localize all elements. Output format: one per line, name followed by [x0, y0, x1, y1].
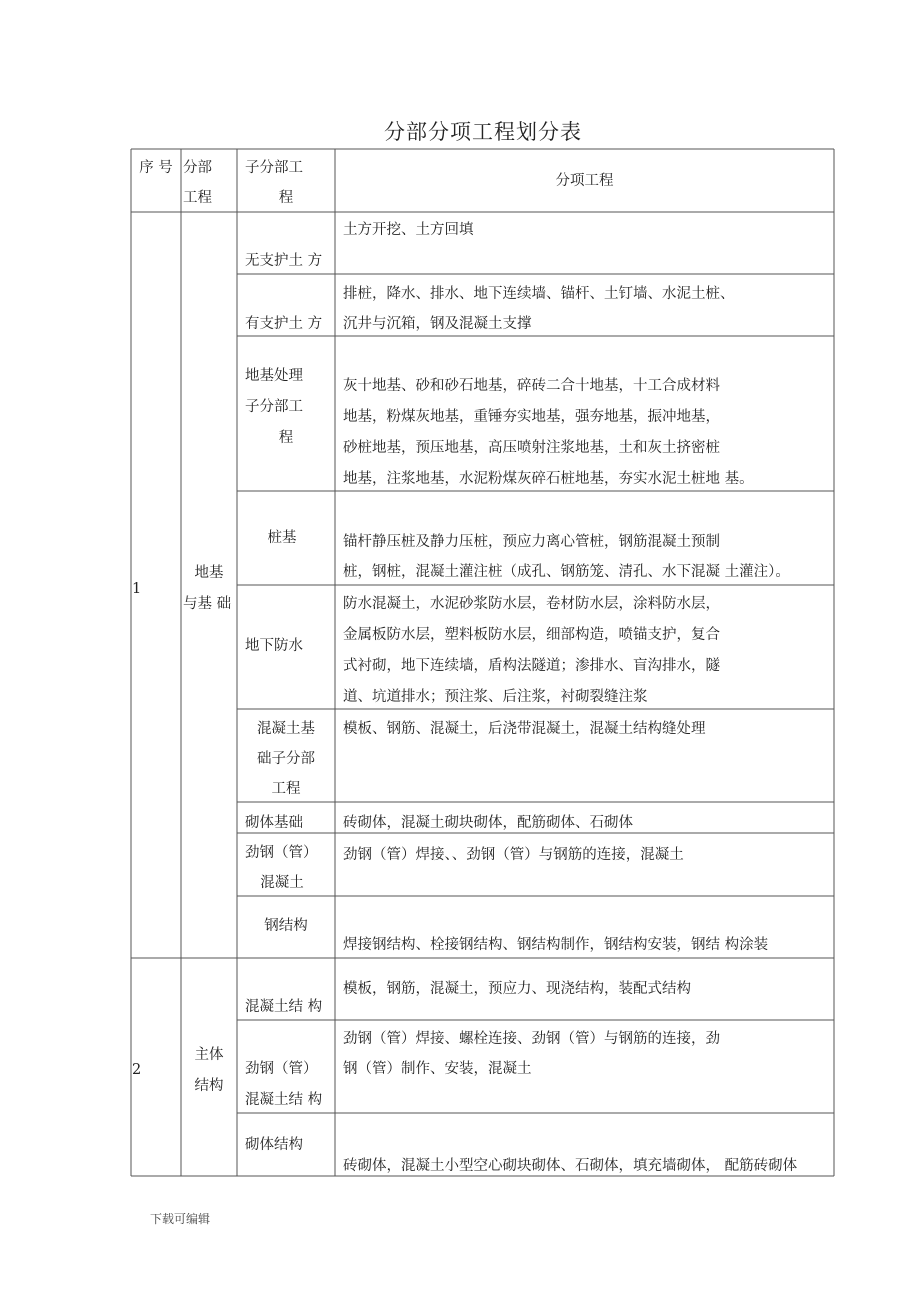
sub-division-cell: 础子分部 [257, 751, 315, 767]
header-subdivision-line2: 程 [278, 190, 294, 206]
sub-division-cell: 桩基 [267, 530, 297, 546]
item-cell: 灰十地基、砂和砂石地基，碎砖二合十地基，十工合成材料 [343, 378, 720, 394]
sub-division-cell: 砌体结构 [245, 1137, 303, 1153]
header-division-line1: 分部 [183, 160, 212, 176]
group-seq: 2 [132, 1062, 142, 1078]
sub-division-cell: 劲钢（管） [245, 845, 318, 861]
header-division-line2: 工程 [183, 190, 212, 206]
group-division-line2: 结构 [194, 1078, 224, 1094]
item-cell: 沉井与沉箱，钢及混凝土支撑 [343, 316, 532, 332]
sub-division-cell: 混凝土基 [257, 721, 315, 737]
sub-division-cell: 劲钢（管） [245, 1061, 318, 1077]
sub-division-cell: 混凝土 [260, 875, 304, 891]
header-item: 分项工程 [555, 173, 614, 189]
item-cell: 道、坑道排水；预注浆、后注浆，衬砌裂缝注浆 [343, 689, 648, 705]
sub-division-cell: 程 [278, 430, 294, 446]
sub-division-cell: 子分部工 [245, 399, 303, 415]
item-cell: 桩，钢桩，混凝土灌注桩（成孔、钢筋笼、清孔、水下混凝 土灌注）。 [343, 564, 790, 580]
sub-division-cell: 有支护土 方 [245, 316, 323, 332]
item-cell: 土方开挖、土方回填 [343, 222, 474, 238]
header-subdivision-line1: 子分部工 [245, 160, 303, 176]
item-cell: 模板，钢筋，混凝土，预应力、现浇结构，装配式结构 [343, 981, 691, 997]
group-division-line1: 地基 [194, 565, 224, 581]
item-cell: 砖砌体，混凝土砌块砌体，配筋砌体、石砌体 [343, 815, 633, 831]
sub-division-cell: 工程 [271, 781, 301, 797]
sub-division-cell: 地下防水 [245, 638, 303, 654]
item-cell: 金属板防水层，塑料板防水层，细部构造，喷锚支护，复合 [343, 627, 720, 643]
page-title: 分部分项工程划分表 [384, 120, 582, 144]
item-cell: 防水混凝土，水泥砂浆防水层，卷材防水层，涂料防水层， [343, 596, 720, 612]
item-cell: 地基，注浆地基，水泥粉煤灰碎石桩地基，夯实水泥土桩地 基。 [343, 471, 754, 487]
header-seq: 序 号 [139, 160, 173, 176]
item-cell: 地基，粉煤灰地基，重锤夯实地基，强夯地基，振冲地基， [343, 409, 720, 425]
item-cell: 锚杆静压桩及静力压桩，预应力离心管桩，钢筋混凝土预制 [343, 534, 720, 550]
sub-division-cell: 无支护土 方 [245, 253, 323, 269]
item-cell: 劲钢（管）焊接、螺栓连接、劲钢（管）与钢筋的连接，劲 [343, 1031, 720, 1047]
item-cell: 排桩，降水、排水、地下连续墙、锚杆、土钉墙、水泥土桩、 [343, 286, 735, 302]
group-division-line2: 与基 础 [183, 596, 232, 612]
group-division-line1: 主体 [194, 1047, 224, 1063]
item-cell: 焊接钢结构、栓接钢结构、钢结构制作，钢结构安装，钢结 构涂装 [343, 937, 769, 953]
item-cell: 钢（管）制作、安装，混凝土 [343, 1061, 532, 1077]
footer-note: 下载可编辑 [150, 1212, 211, 1226]
item-cell: 劲钢（管）焊接、、劲钢（管）与钢筋的连接，混凝土 [343, 847, 684, 863]
item-cell: 砖砌体，混凝土小型空心砌块砌体、石砌体，填充墙砌体， 配筋砖砌体 [343, 1158, 798, 1174]
item-cell: 模板、钢筋、混凝土，后浇带混凝土，混凝土结构缝处理 [343, 721, 706, 737]
sub-division-cell: 地基处理 [245, 368, 303, 384]
item-cell: 砂桩地基，预压地基，高压喷射注浆地基，土和灰土挤密桩 [343, 440, 720, 456]
sub-division-cell: 钢结构 [264, 918, 308, 934]
sub-division-cell: 混凝土结 构 [245, 999, 323, 1015]
group-seq: 1 [132, 581, 142, 597]
sub-division-cell: 砌体基础 [245, 815, 303, 831]
item-cell: 式衬砌，地下连续墙，盾构法隧道；渗排水、盲沟排水，隧 [343, 658, 720, 674]
sub-division-cell: 混凝土结 构 [245, 1092, 323, 1108]
